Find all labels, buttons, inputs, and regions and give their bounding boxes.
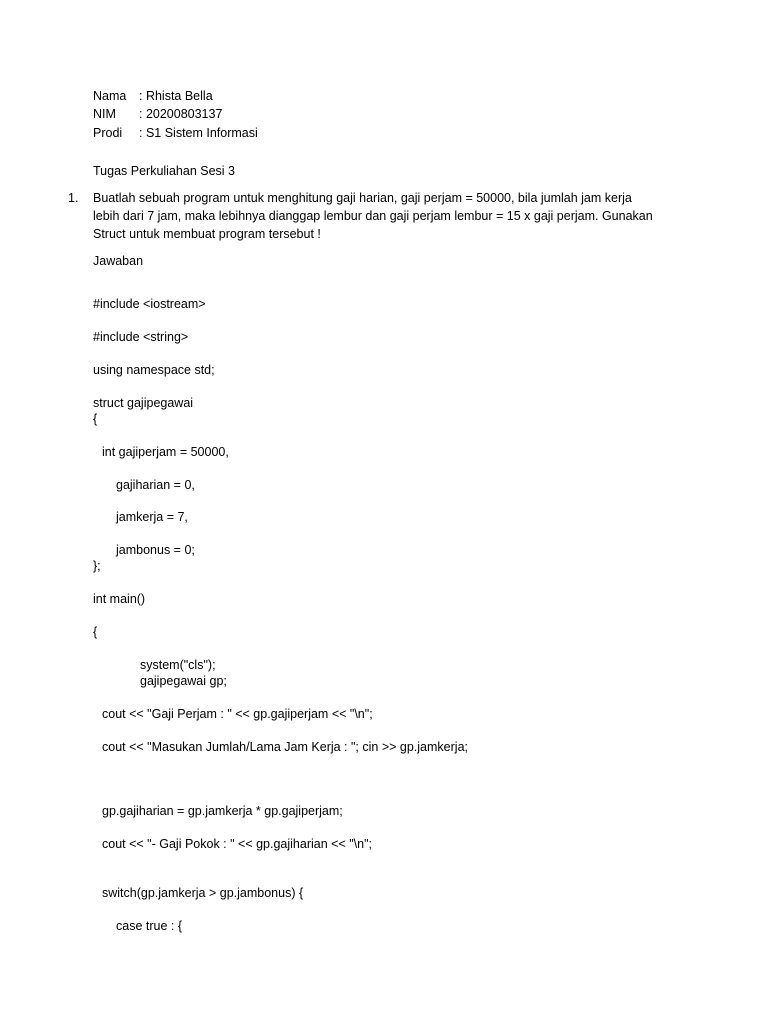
code-line: int gajiperjam = 50000, [102, 445, 229, 459]
question-number: 1. [68, 191, 79, 205]
code-line: using namespace std; [93, 363, 215, 377]
code-line: system("cls"); [140, 658, 216, 672]
nim-label: NIM [93, 107, 116, 121]
code-line: #include <string> [93, 330, 189, 344]
question-line: Struct untuk membuat program tersebut ! [93, 227, 321, 241]
code-line: struct gajipegawai [93, 396, 194, 410]
code-line: case true : { [116, 919, 183, 933]
code-line: { [93, 625, 98, 639]
code-line: gp.gajiharian = gp.jamkerja * gp.gajiperjam; [102, 804, 343, 818]
assignment-heading: Tugas Perkuliahan Sesi 3 [93, 164, 235, 178]
code-line: jamkerja = 7, [116, 510, 188, 524]
code-line: { [93, 412, 98, 426]
code-line: cout << "Masukan Jumlah/Lama Jam Kerja : "; cin >> gp.jamkerja; [102, 740, 468, 754]
name-label: Nama [93, 89, 127, 103]
code-line: }; [93, 559, 101, 573]
question-line: lebih dari 7 jam, maka lebihnya dianggap lembur dan gaji perjam lembur = 15 x gaji perjam. Gunakan [93, 209, 653, 223]
answer-label: Jawaban [93, 254, 144, 268]
code-line: #include <iostream> [93, 297, 206, 311]
code-line: int main() [93, 592, 146, 606]
prodi-label: Prodi [93, 126, 123, 140]
code-line: gajiharian = 0, [116, 478, 195, 492]
name-value: : Rhista Bella [139, 89, 213, 103]
code-line: switch(gp.jamkerja > gp.jambonus) { [102, 886, 304, 900]
question-line: Buatlah sebuah program untuk menghitung gaji harian, gaji perjam = 50000, bila jumlah jam kerja [93, 191, 632, 205]
code-line: cout << "- Gaji Pokok : " << gp.gajiharian << "\n"; [102, 837, 372, 851]
code-line: jambonus = 0; [116, 543, 195, 557]
code-line: cout << "Gaji Perjam : " << gp.gajiperjam << "\n"; [102, 707, 373, 721]
prodi-value: : S1 Sistem Informasi [139, 126, 258, 140]
code-line: gajipegawai gp; [140, 674, 227, 688]
nim-value: : 20200803137 [139, 107, 223, 121]
